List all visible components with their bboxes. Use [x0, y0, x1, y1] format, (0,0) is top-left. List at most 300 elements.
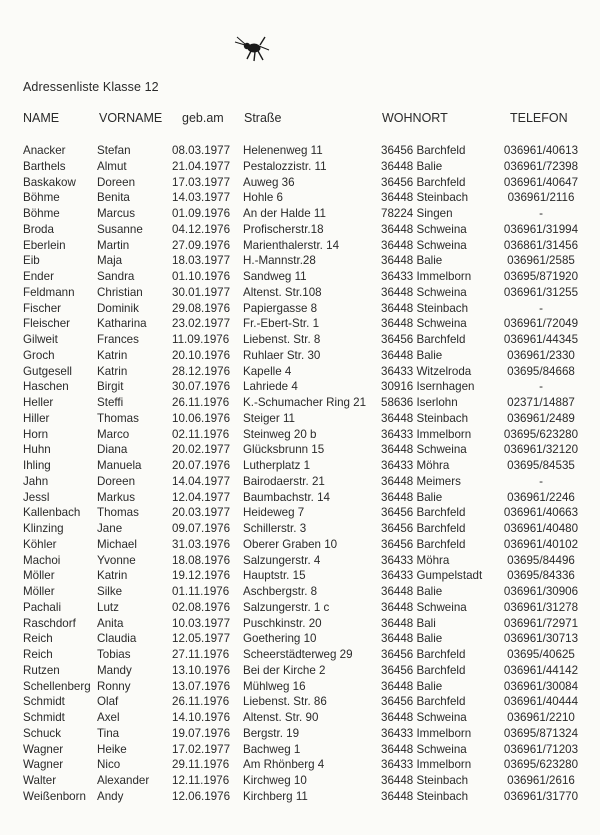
header-strasse: Straße [244, 111, 282, 125]
street-cell: Liebenst. Str. 86 [243, 695, 327, 709]
name-cell: Gilweit [23, 333, 58, 346]
name-cell: Möller [23, 569, 55, 583]
street-cell: Marienthalerstr. 14 [243, 238, 340, 252]
wohnort-cell: 36433 Möhra [381, 553, 450, 567]
street-cell: Bergstr. 19 [243, 726, 300, 740]
name-cell: Haschen [23, 380, 69, 394]
street-cell: K.-Schumacher Ring 21 [243, 396, 367, 409]
wohnort-cell: 36433 Immelborn [381, 427, 472, 441]
wohnort-cell: 78224 Singen [381, 207, 453, 220]
wohnort-cell: 36456 Barchfeld [381, 537, 466, 551]
telefon-cell: 036961/2210 [507, 711, 575, 724]
table-row [0, 285, 600, 301]
wohnort-cell: 36448 Balie [381, 490, 443, 504]
vorname-cell: Thomas [97, 411, 139, 425]
table-row [0, 742, 600, 758]
name-cell: Reich [23, 632, 53, 646]
name-cell: Walter [23, 774, 57, 787]
telefon-cell: 036961/30906 [503, 585, 579, 598]
cricket-logo-icon [233, 28, 273, 68]
street-cell: Goethering 10 [243, 632, 317, 646]
wohnort-cell: 36448 Steinbach [381, 411, 469, 425]
telefon-cell: 036861/31456 [503, 238, 579, 252]
vorname-cell: Steffi [97, 396, 124, 409]
telefon-cell: 036961/40102 [503, 537, 579, 551]
name-cell: Schuck [23, 726, 62, 740]
wohnort-cell: 36456 Barchfeld [381, 144, 466, 157]
table-row [0, 773, 600, 789]
name-cell: Kallenbach [23, 506, 81, 520]
wohnort-cell: 36456 Barchfeld [381, 663, 466, 677]
table-row [0, 427, 600, 443]
street-cell: Steinweg 20 b [243, 427, 317, 441]
table-row [0, 490, 600, 506]
wohnort-cell: 36448 Steinbach [381, 774, 469, 787]
street-cell: Bairodaerstr. 21 [243, 474, 325, 488]
birthdate-cell: 12.04.1977 [172, 490, 231, 504]
vorname-cell: Doreen [97, 474, 136, 488]
name-cell: Schmidt [23, 711, 65, 724]
street-cell: Helenenweg 11 [243, 144, 323, 157]
street-cell: Heideweg 7 [243, 506, 305, 520]
telefon-cell: - [539, 380, 543, 394]
street-cell: Salzungerstr. 4 [243, 553, 321, 567]
document-title: Adressenliste Klasse 12 [23, 80, 159, 94]
table-row [0, 222, 600, 238]
telefon-cell: 036961/40613 [503, 144, 579, 157]
street-cell: Lutherplatz 1 [243, 459, 311, 472]
name-cell: Baskakow [23, 175, 76, 189]
table-row [0, 553, 600, 569]
vorname-cell: Yvonne [97, 553, 136, 567]
street-cell: Kirchweg 10 [243, 774, 307, 787]
vorname-cell: Mandy [97, 663, 132, 677]
telefon-cell: 036961/30084 [503, 679, 579, 693]
telefon-cell: 036961/32120 [503, 443, 579, 457]
wohnort-cell: 36433 Immelborn [381, 726, 472, 740]
vorname-cell: Katrin [97, 569, 128, 583]
wohnort-cell: 36456 Barchfeld [381, 522, 466, 535]
street-cell: Auweg 36 [243, 175, 295, 189]
wohnort-cell: 36448 Schweina [381, 238, 467, 252]
wohnort-cell: 36448 Balie [381, 159, 443, 173]
table-row [0, 600, 600, 616]
table-row [0, 206, 600, 222]
table-row [0, 175, 600, 191]
name-cell: Pachali [23, 600, 62, 614]
street-cell: Oberer Graben 10 [243, 537, 338, 551]
table-row [0, 458, 600, 474]
name-cell: Machoi [23, 553, 61, 567]
telefon-cell: 036961/30713 [503, 632, 579, 646]
vorname-cell: Michael [97, 537, 137, 551]
street-cell: Schillerstr. 3 [243, 522, 307, 535]
wohnort-cell: 36448 Schweina [381, 317, 467, 331]
telefon-cell: 03695/871324 [503, 726, 579, 740]
birthdate-cell: 29.11.1976 [172, 758, 230, 772]
name-cell: Weißenborn [23, 789, 86, 803]
telefon-cell: 03695/84336 [507, 569, 575, 583]
birthdate-cell: 01.09.1976 [172, 207, 231, 220]
wohnort-cell: 36448 Schweina [381, 600, 467, 614]
birthdate-cell: 21.04.1977 [172, 159, 231, 173]
table-row [0, 694, 600, 710]
birthdate-cell: 01.11.1976 [172, 585, 230, 598]
birthdate-cell: 11.09.1976 [172, 333, 230, 346]
vorname-cell: Lutz [97, 600, 119, 614]
telefon-cell: 036961/2330 [507, 348, 575, 362]
telefon-cell: 036961/72971 [503, 616, 579, 630]
telefon-cell: 03695/40625 [507, 648, 575, 661]
telefon-cell: 036961/2489 [507, 411, 575, 425]
name-cell: Möller [23, 585, 55, 598]
wohnort-cell: 36433 Immelborn [381, 270, 472, 283]
name-cell: Anacker [23, 144, 66, 157]
table-row [0, 537, 600, 553]
table-row [0, 316, 600, 332]
birthdate-cell: 13.07.1976 [172, 679, 231, 693]
birthdate-cell: 30.07.1976 [172, 380, 231, 394]
street-cell: Altenst. Str.108 [243, 285, 322, 299]
street-cell: Steiger 11 [243, 411, 295, 425]
name-cell: Ender [23, 270, 54, 283]
street-cell: Profischerstr.18 [243, 222, 324, 236]
wohnort-cell: 36448 Meimers [381, 474, 461, 488]
telefon-cell: 036961/44142 [503, 663, 579, 677]
street-cell: Altenst. Str. 90 [243, 711, 319, 724]
birthdate-cell: 31.03.1976 [172, 537, 231, 551]
header-name: NAME [23, 111, 60, 125]
telefon-cell: 036961/71203 [503, 742, 579, 756]
wohnort-cell: 36448 Bali [381, 616, 436, 630]
name-cell: Gutgesell [23, 364, 72, 378]
street-cell: Papiergasse 8 [243, 301, 318, 315]
birthdate-cell: 12.11.1976 [172, 774, 230, 787]
birthdate-cell: 01.10.1976 [172, 270, 231, 283]
vorname-cell: Christian [97, 285, 143, 299]
telefon-cell: - [539, 474, 543, 488]
wohnort-cell: 36448 Balie [381, 679, 443, 693]
street-cell: Hohle 6 [243, 191, 283, 205]
table-row [0, 143, 600, 159]
name-cell: Broda [23, 222, 54, 236]
birthdate-cell: 10.06.1976 [172, 411, 231, 425]
telefon-cell: 03695/871920 [503, 270, 579, 283]
name-cell: Jahn [23, 474, 49, 488]
name-cell: Schmidt [23, 695, 65, 709]
vorname-cell: Tina [97, 726, 120, 740]
birthdate-cell: 28.12.1976 [172, 364, 231, 378]
birthdate-cell: 18.08.1976 [172, 553, 231, 567]
name-cell: Schellenberg [23, 679, 91, 693]
table-row [0, 584, 600, 600]
name-cell: Hiller [23, 411, 50, 425]
birthdate-cell: 29.08.1976 [172, 301, 231, 315]
wohnort-cell: 36456 Barchfeld [381, 506, 466, 520]
name-cell: Wagner [23, 742, 64, 756]
table-row [0, 631, 600, 647]
table-row [0, 269, 600, 285]
wohnort-cell: 36433 Gumpelstadt [381, 569, 483, 583]
vorname-cell: Martin [97, 238, 130, 252]
vorname-cell: Andy [97, 789, 124, 803]
vorname-cell: Tobias [97, 648, 131, 661]
birthdate-cell: 19.07.1976 [172, 726, 231, 740]
wohnort-cell: 36448 Schweina [381, 443, 467, 457]
telefon-cell: 036961/31770 [503, 789, 579, 803]
wohnort-cell: 36448 Steinbach [381, 789, 469, 803]
vorname-cell: Marcus [97, 207, 136, 220]
telefon-cell: 036961/44345 [503, 333, 579, 346]
table-row [0, 710, 600, 726]
vorname-cell: Anita [97, 616, 124, 630]
wohnort-cell: 36433 Möhra [381, 459, 450, 472]
vorname-cell: Thomas [97, 506, 139, 520]
birthdate-cell: 30.01.1977 [172, 285, 231, 299]
name-cell: Eberlein [23, 238, 66, 252]
birthdate-cell: 04.12.1976 [172, 222, 231, 236]
street-cell: Lahriede 4 [243, 380, 298, 394]
street-cell: Salzungerstr. 1 c [243, 600, 330, 614]
birthdate-cell: 27.11.1976 [172, 648, 230, 661]
header-telefon: TELEFON [510, 111, 568, 125]
wohnort-cell: 36448 Schweina [381, 742, 467, 756]
vorname-cell: Olaf [97, 695, 119, 709]
birthdate-cell: 02.11.1976 [172, 427, 230, 441]
name-cell: Fischer [23, 301, 62, 315]
wohnort-cell: 36448 Steinbach [381, 191, 469, 205]
wohnort-cell: 36448 Steinbach [381, 301, 469, 315]
telefon-cell: 036961/2246 [507, 490, 575, 504]
vorname-cell: Ronny [97, 679, 131, 693]
birthdate-cell: 20.02.1977 [172, 443, 231, 457]
birthdate-cell: 20.03.1977 [172, 506, 231, 520]
birthdate-cell: 14.04.1977 [172, 474, 231, 488]
wohnort-cell: 36448 Schweina [381, 285, 467, 299]
street-cell: Puschkinstr. 20 [243, 616, 322, 630]
street-cell: Am Rhönberg 4 [243, 758, 325, 772]
vorname-cell: Stefan [97, 144, 131, 157]
name-cell: Huhn [23, 443, 51, 457]
vorname-cell: Alexander [97, 774, 150, 787]
street-cell: Baumbachstr. 14 [243, 490, 331, 504]
telefon-cell: 036961/40444 [503, 695, 579, 709]
name-cell: Rutzen [23, 663, 60, 677]
name-cell: Klinzing [23, 522, 64, 535]
vorname-cell: Jane [97, 522, 123, 535]
telefon-cell: 03695/84496 [507, 553, 575, 567]
telefon-cell: 02371/14887 [507, 396, 575, 409]
table-row [0, 616, 600, 632]
birthdate-cell: 10.03.1977 [172, 616, 231, 630]
street-cell: Pestalozzistr. 11 [243, 159, 327, 173]
birthdate-cell: 12.05.1977 [172, 632, 231, 646]
vorname-cell: Almut [97, 159, 127, 173]
name-cell: Raschdorf [23, 616, 76, 630]
vorname-cell: Nico [97, 758, 121, 772]
wohnort-cell: 30916 Isernhagen [381, 380, 475, 394]
name-cell: Groch [23, 348, 55, 362]
birthdate-cell: 26.11.1976 [172, 695, 230, 709]
table-row [0, 521, 600, 537]
street-cell: An der Halde 11 [243, 207, 326, 220]
vorname-cell: Heike [97, 742, 127, 756]
birthdate-cell: 12.06.1976 [172, 789, 231, 803]
street-cell: Sandweg 11 [243, 270, 307, 283]
telefon-cell: 036961/40647 [503, 175, 579, 189]
birthdate-cell: 14.03.1977 [172, 191, 231, 205]
table-row [0, 679, 600, 695]
table-row [0, 238, 600, 254]
header-geb: geb.am [182, 111, 224, 125]
name-cell: Wagner [23, 758, 64, 772]
table-row [0, 757, 600, 773]
street-cell: Bachweg 1 [243, 742, 301, 756]
name-cell: Eib [23, 254, 40, 268]
telefon-cell: 036961/2585 [507, 254, 575, 268]
vorname-cell: Katrin [97, 364, 128, 378]
name-cell: Böhme [23, 207, 60, 220]
name-cell: Fleischer [23, 317, 71, 331]
table-row [0, 442, 600, 458]
birthdate-cell: 17.03.1977 [172, 175, 231, 189]
telefon-cell: 036961/31994 [503, 222, 579, 236]
telefon-cell: 03695/623280 [503, 758, 579, 772]
vorname-cell: Susanne [97, 222, 143, 236]
wohnort-cell: 58636 Iserlohn [381, 396, 458, 409]
vorname-cell: Frances [97, 333, 139, 346]
name-cell: Jessl [23, 490, 50, 504]
wohnort-cell: 36456 Barchfeld [381, 333, 466, 346]
street-cell: Fr.-Ebert-Str. 1 [243, 317, 320, 331]
telefon-cell: 036961/40663 [503, 506, 579, 520]
table-row [0, 379, 600, 395]
birthdate-cell: 20.10.1976 [172, 348, 231, 362]
wohnort-cell: 36448 Schweina [381, 222, 467, 236]
street-cell: Kapelle 4 [243, 364, 292, 378]
birthdate-cell: 17.02.1977 [172, 742, 231, 756]
name-cell: Reich [23, 648, 53, 661]
telefon-cell: 03695/84535 [507, 459, 575, 472]
name-cell: Köhler [23, 537, 57, 551]
telefon-cell: 03695/84668 [507, 364, 575, 378]
birthdate-cell: 19.12.1976 [172, 569, 231, 583]
vorname-cell: Katrin [97, 348, 128, 362]
street-cell: H.-Mannstr.28 [243, 254, 316, 268]
vorname-cell: Claudia [97, 632, 137, 646]
vorname-cell: Sandra [97, 270, 135, 283]
telefon-cell: 03695/623280 [503, 427, 579, 441]
vorname-cell: Maja [97, 254, 123, 268]
vorname-cell: Doreen [97, 175, 136, 189]
birthdate-cell: 27.09.1976 [172, 238, 231, 252]
table-row [0, 301, 600, 317]
birthdate-cell: 08.03.1977 [172, 144, 231, 157]
table-row [0, 348, 600, 364]
table-row [0, 364, 600, 380]
vorname-cell: Marco [97, 427, 130, 441]
name-cell: Horn [23, 427, 49, 441]
name-cell: Barthels [23, 159, 66, 173]
table-row [0, 568, 600, 584]
wohnort-cell: 36456 Barchfeld [381, 648, 466, 661]
vorname-cell: Manuela [97, 459, 142, 472]
telefon-cell: 036961/72398 [503, 159, 579, 173]
street-cell: Kirchberg 11 [243, 789, 308, 803]
table-row [0, 726, 600, 742]
street-cell: Aschbergstr. 8 [243, 585, 318, 598]
telefon-cell: 036961/40480 [503, 522, 579, 535]
street-cell: Bei der Kirche 2 [243, 663, 326, 677]
table-row [0, 253, 600, 269]
vorname-cell: Birgit [97, 380, 124, 394]
wohnort-cell: 36448 Balie [381, 348, 443, 362]
wohnort-cell: 36448 Balie [381, 254, 443, 268]
wohnort-cell: 36456 Barchfeld [381, 695, 466, 709]
table-row [0, 395, 600, 411]
street-cell: Ruhlaer Str. 30 [243, 348, 321, 362]
birthdate-cell: 13.10.1976 [172, 663, 231, 677]
birthdate-cell: 26.11.1976 [172, 396, 230, 409]
street-cell: Liebenst. Str. 8 [243, 333, 321, 346]
table-row [0, 789, 600, 805]
street-cell: Hauptstr. 15 [243, 569, 306, 583]
vorname-cell: Dominik [97, 301, 139, 315]
vorname-cell: Axel [97, 711, 120, 724]
birthdate-cell: 14.10.1976 [172, 711, 231, 724]
table-row [0, 411, 600, 427]
header-vorname: VORNAME [99, 111, 163, 125]
vorname-cell: Diana [97, 443, 128, 457]
table-row [0, 190, 600, 206]
telefon-cell: - [539, 301, 543, 315]
table-row [0, 474, 600, 490]
street-cell: Glücksbrunn 15 [243, 443, 325, 457]
name-cell: Böhme [23, 191, 60, 205]
wohnort-cell: 36456 Barchfeld [381, 175, 466, 189]
street-cell: Scheerstädterweg 29 [243, 648, 353, 661]
vorname-cell: Markus [97, 490, 136, 504]
name-cell: Feldmann [23, 285, 75, 299]
vorname-cell: Katharina [97, 317, 147, 331]
table-row [0, 647, 600, 663]
name-cell: Heller [23, 396, 54, 409]
table-row [0, 505, 600, 521]
telefon-cell: 036961/31255 [503, 285, 579, 299]
wohnort-cell: 36448 Balie [381, 585, 443, 598]
telefon-cell: 036961/72049 [503, 317, 579, 331]
birthdate-cell: 02.08.1976 [172, 600, 231, 614]
vorname-cell: Benita [97, 191, 130, 205]
birthdate-cell: 23.02.1977 [172, 317, 231, 331]
header-wohnort: WOHNORT [382, 111, 448, 125]
street-cell: Mühlweg 16 [243, 679, 306, 693]
telefon-cell: 036961/2616 [507, 774, 575, 787]
wohnort-cell: 36448 Balie [381, 632, 443, 646]
telefon-cell: - [539, 207, 543, 220]
birthdate-cell: 18.03.1977 [172, 254, 231, 268]
wohnort-cell: 36433 Witzelroda [381, 364, 472, 378]
telefon-cell: 036961/2116 [507, 191, 575, 205]
birthdate-cell: 09.07.1976 [172, 522, 231, 535]
table-row [0, 663, 600, 679]
vorname-cell: Silke [97, 585, 123, 598]
birthdate-cell: 20.07.1976 [172, 459, 231, 472]
name-cell: Ihling [23, 459, 51, 472]
table-row [0, 159, 600, 175]
address-list [0, 143, 600, 805]
table-row [0, 332, 600, 348]
